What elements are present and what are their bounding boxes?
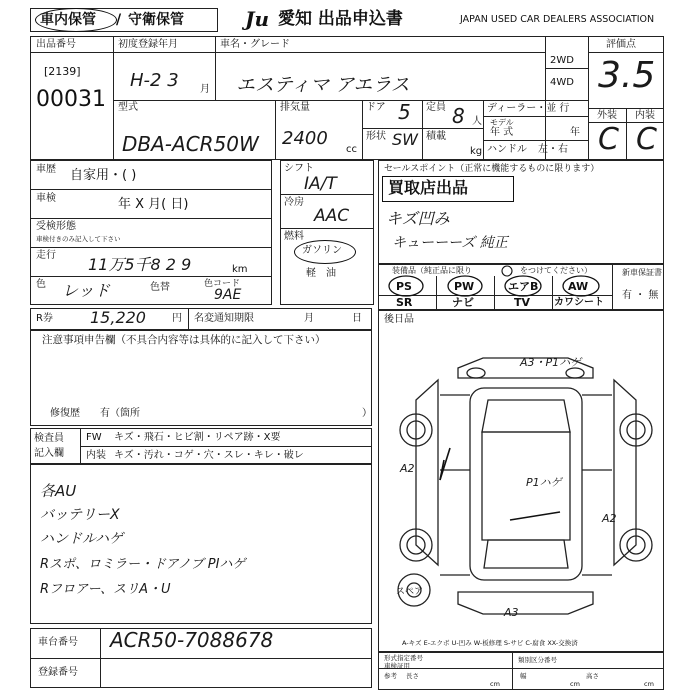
entry-label: 記入欄	[34, 448, 64, 459]
shift-label: シフト	[284, 163, 314, 174]
first-registration-label: 初度登録年月	[118, 39, 178, 50]
color-code-label: 色コード	[204, 279, 241, 289]
height-unit: cm	[644, 680, 654, 688]
interior-grade: C	[636, 122, 657, 157]
body-shape-value: SW	[392, 130, 418, 149]
chassis-label: 車台番号	[38, 637, 78, 648]
ac-value: AAC	[314, 206, 350, 226]
spare-label: スペア	[396, 587, 424, 597]
model-year-label: 年 式	[490, 127, 514, 138]
class-label: 類別区分番号	[518, 656, 557, 664]
mark-left: A2	[400, 462, 415, 475]
color-value: レッド	[62, 281, 110, 300]
first-registration-value: H-2 3	[130, 70, 179, 91]
equip-leather-seat: カワシート	[554, 297, 604, 308]
model-label: モデル	[490, 118, 514, 127]
length-unit: cm	[490, 680, 500, 688]
drive-2wd: 2WD	[550, 55, 574, 66]
note-line-1: 各AU	[40, 482, 77, 500]
receive-label: 受検形態	[36, 221, 76, 232]
equip-airbag: エアB	[508, 280, 539, 293]
fw-label: FW	[86, 432, 102, 443]
height-label: 高さ	[586, 672, 599, 680]
inspector-label: 検査員	[34, 433, 64, 444]
recycle-value: 15,220	[90, 308, 146, 327]
equip-navi: ナビ	[452, 296, 474, 309]
repair-history-label: 修復歴 有（箇所	[50, 408, 140, 419]
yen-unit: 円	[172, 313, 182, 324]
fw-options: キズ・飛石・ヒビ割・リペア跡・X要	[114, 432, 281, 443]
note-line-3: ハンドルハゲ	[40, 531, 124, 547]
shift-value: IA/T	[304, 174, 337, 194]
handle-label: ハンドル	[487, 144, 527, 155]
chassis-number: ACR50-7088678	[110, 628, 274, 652]
model-code-value: DBA-ACR50W	[122, 132, 259, 156]
damage-legend: A-キズ E-エクボ U-凹み W-板修理 S-サビ C-腐食 XX-交換済	[402, 639, 578, 647]
repair-close: ）	[362, 408, 372, 419]
door-label: ドア	[366, 102, 386, 113]
handle-value: 左・右	[538, 144, 568, 155]
interior-options: キズ・汚れ・コゲ・穴・スレ・キレ・破レ	[114, 450, 304, 461]
registration-label: 登録番号	[38, 667, 78, 678]
model-code-label: 型式	[118, 102, 138, 113]
storage-option-guard: 守衛保管	[128, 12, 184, 28]
deadline-month: 月	[304, 313, 314, 324]
buyer-stamp: 買取店出品	[388, 178, 469, 197]
dealer-parallel: ディーラー・並 行	[487, 103, 570, 114]
interior-inspect-label: 内装	[86, 450, 106, 461]
lot-label: 出品番号	[36, 39, 76, 50]
kg-unit: kg	[470, 146, 483, 157]
fuel-gasoline: ガソリン	[302, 245, 342, 256]
deadline-day: 日	[352, 313, 362, 324]
color-label: 色	[36, 279, 46, 290]
note-line-2: バッテリーX	[40, 507, 120, 523]
length-label: 長さ	[406, 672, 419, 680]
receive-note: 車検付きのみ記入して下さい	[36, 235, 121, 243]
note-line-4: Rスポ、ロミラー・ドアノブ PIハゲ	[40, 557, 246, 572]
name-change-deadline-label: 名変通知期限	[194, 313, 254, 324]
mark-bottom: A3	[504, 606, 519, 619]
warranty-value: 有 ・ 無	[622, 290, 659, 301]
displacement-value: 2400	[282, 128, 328, 149]
lot-sub-number: [2139]	[44, 65, 81, 78]
inspection-label: 車検	[36, 193, 56, 204]
capacity-value: 8	[452, 104, 465, 128]
color-change-label: 色替	[150, 282, 170, 293]
km-unit: km	[232, 264, 248, 275]
inspection-value: 年 X 月( 日)	[118, 197, 189, 212]
history-value: 自家用・( )	[70, 168, 137, 183]
equipment-label-2: をつけてください）	[520, 266, 592, 275]
cert-label: 形式指定番号	[384, 654, 423, 662]
displacement-label: 排気量	[280, 102, 310, 113]
equipment-label: 装備品（純正品に限り	[392, 266, 472, 275]
width-unit: cm	[570, 680, 580, 688]
exterior-label: 外装	[597, 110, 617, 121]
width-label: 幅	[520, 672, 527, 680]
sales-note-1: キズ凹み	[386, 209, 450, 228]
car-name-label: 車名・グレード	[220, 39, 290, 50]
mileage-label: 走行	[36, 250, 56, 261]
door-value: 5	[398, 100, 411, 124]
cc-unit: cc	[346, 144, 357, 155]
ju-logo-icon: Ju	[245, 7, 270, 31]
lot-number: 00031	[36, 87, 106, 112]
cert-sub: 車検証用	[384, 662, 410, 670]
history-label: 車歴	[36, 164, 56, 175]
year-unit: 年	[570, 127, 580, 138]
equip-sr: SR	[396, 296, 413, 309]
sales-point-label: セールスポイント（正常に機能するものに限ります）	[384, 164, 600, 174]
month-unit: 月	[200, 84, 210, 95]
association-name: JAPAN USED CAR DEALERS ASSOCIATION	[460, 14, 655, 25]
warranty-label: 新車保証書	[622, 268, 662, 277]
later-items-label: 後日品	[384, 314, 414, 325]
mileage-value: 11万5千8 2 9	[88, 255, 192, 274]
capacity-unit: 人	[472, 116, 482, 127]
car-name-value: エスティマ アエラス	[236, 74, 410, 96]
note-line-5: Rフロアー、スリA・U	[40, 582, 171, 597]
recycle-label: R券	[36, 313, 53, 324]
capacity-label: 定員	[426, 102, 446, 113]
exterior-grade: C	[598, 122, 619, 157]
equip-pw: PW	[454, 280, 475, 293]
equip-ps: PS	[396, 280, 412, 293]
form-title: 愛知 出品申込書	[278, 9, 403, 29]
equip-aw: AW	[568, 280, 589, 293]
ref-label: 参考	[384, 672, 397, 680]
mark-roof: P1ハゲ	[526, 476, 562, 489]
load-label: 積載	[426, 131, 446, 142]
caution-label: 注意事項申告欄（不具合内容等は具体的に記入して下さい）	[42, 334, 326, 346]
car-body-diagram	[378, 340, 664, 625]
color-code-value: 9AE	[214, 287, 242, 303]
mark-top: A3・P1ハゲ	[520, 356, 582, 369]
drive-4wd: 4WD	[550, 77, 574, 88]
score-label: 評価点	[606, 39, 636, 50]
fuel-diesel: 軽 油	[306, 268, 336, 279]
score-value: 3.5	[598, 55, 656, 96]
sales-note-2: キューーーズ 純正	[392, 235, 508, 251]
storage-option-inside: 車内保管	[40, 12, 96, 28]
body-shape-label: 形状	[366, 131, 386, 142]
equipment-circle-marks	[378, 264, 618, 310]
ac-label: 冷房	[284, 197, 304, 208]
equip-tv: TV	[514, 296, 531, 309]
interior-label: 内装	[635, 110, 655, 121]
fuel-label: 燃料	[284, 231, 304, 242]
mark-right: A2	[602, 512, 617, 525]
